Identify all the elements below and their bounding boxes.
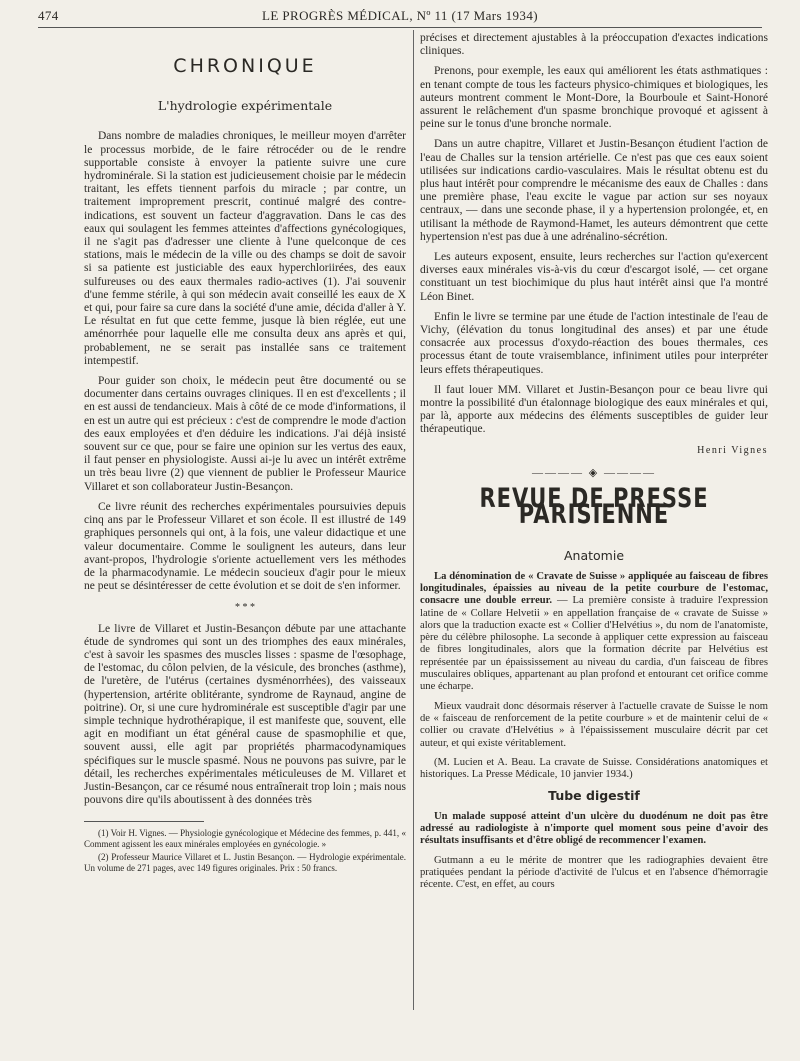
paragraph: Mieux vaudrait donc désormais réserver à l'actuelle cravate de Suisse le nom de « faisceau de renforcement de la petite courbure » et de maintenir celui de « collier ou cravate d'Helvétius » à l'épaississement musculaire décrit par cet auteur, et qui existe véritablement. [420, 700, 768, 749]
page-number: 474 [38, 8, 59, 23]
paragraph: Prenons, pour exemple, les eaux qui améliorent les états asthmatiques : en tenant compte de tous les facteurs physico-chimiques et biologiques, les auteurs montrent comment le Mont-Dore, la Bourboule et Saint-Honoré assurent le relâchement d'un spasme bronchique provoqué et agissent à peine sur le tonus d'une bronche normale. [420, 65, 768, 131]
lead-sentence: Un malade supposé atteint d'un ulcère du duodénum ne doit pas être adressé au radiologiste à n'importe quel moment sous peine d'avoir des résultats insuffisants et d'être obligé de recommencer l'examen. [420, 810, 768, 847]
left-column [84, 32, 406, 876]
paragraph: Gutmann a eu le mérite de montrer que les radiographies devaient être pratiquées pendant la période d'activité de l'ulcus et en l'absence d'hémorragie récente. C'est, en effet, au cours [420, 854, 768, 891]
paragraph: Les auteurs exposent, ensuite, leurs recherches sur l'action qu'exercent diverses eaux minérales vis-à-vis du cœur d'escargot isolé, — cet organe constituant un test biochimique du plus haut intérêt ainsi que l'a montré Léon Binet. [420, 251, 768, 303]
footnote: (2) Professeur Maurice Villaret et L. Justin Besançon. — Hydrologie expérimentale. Un volume de 271 pages, avec 149 figures originales. Prix : 50 francs. [84, 852, 406, 873]
paragraph [420, 571, 768, 694]
asterism: * * * [235, 602, 255, 614]
paragraph: Il faut louer MM. Villaret et Justin-Besançon pour ce beau livre qui montre la possibilité d'un étalonnage biologique des eaux minérales et qui, par là, apporte aux médecins des éléments susceptibles de guider leur thérapeutique. [420, 383, 768, 436]
footnote-rule [84, 821, 204, 822]
header-rule [38, 27, 762, 28]
running-header [38, 6, 762, 26]
paragraph: Pour guider son choix, le médecin peut être documenté ou se documenter dans certains ouvrages cliniques. Il en est d'excellents ; il en est aussi de tendancieux. Mais à côté de ce mode d'informations, il en est un autre qui est précieux : c'est de comprendre le mode d'action des eaux employées et d'en déduire les indications. J'ai déjà insisté souvent sur ce que, pour se faire une opinion sur les vertus des eaux, il faut penser en physiologiste. Aussi ai-je lu avec un intérêt extrême un très beau livre (2) que viennent de publier le Professeur Maurice Villaret et son collaborateur Justin-Besançon. [84, 375, 406, 493]
section-title-revue: REVUE DE PRESSE PARISIENNE [479, 483, 709, 530]
footnote: (1) Voir H. Vignes. — Physiologie gynécologique et Médecine des femmes, p. 441, « Comment agissent les eaux minérales employées en gynécologie. » [84, 828, 406, 849]
article-title: L'hydrologie expérimentale [157, 98, 333, 114]
paragraph [420, 811, 768, 848]
paragraph: précises et directement ajustables à la préoccupation d'exactes indications cliniques. [420, 32, 768, 58]
paragraph: Dans nombre de maladies chroniques, le meilleur moyen d'arrêter le processus morbide, de le faire rétrocéder ou de le rendre supportable consiste à envoyer la patiente suivre une cure hydrominérale. Si la station est judicieusement choisie par le médecin traitant, les effets tiennent parfois du miracle ; par contre, un traitement improprement prescrit, continué malgré des contre-indications, est souvent un facteur d'aggravation. Dans le cas des eaux qui soulagent les femmes atteintes d'affections gynécologiques, il ne s'agit pas d'adresser une cliente à l'une quelconque de ces stations, mais le médecin de la ville ou des champs se doit de savoir si sa patiente est justiciable des eaux hyperchloriirées, des eaux sulfureuses ou des eaux thermales radio-actives (1). J'ai souvenir d'une femme stérile, à qui son médecin avait conseillé les eaux de X et qui, pour faire sa cure dans la société d'une amie, décida d'aller à Y. Le résultat en fut que cette femme, jusque là bien réglée, eut une aménorrhée pour laquelle elle me consulta deux ans après et qui, probablement, ne se serait pas installée sans ce traitement intempestif. [84, 130, 406, 367]
paragraph: Dans un autre chapitre, Villaret et Justin-Besançon étudient l'action de l'eau de Challes sur la tension artérielle. Ce n'est pas que ces eaux soient utilisées sur indications cardio-vasculaires. Mais le résultat obtenu est du plus haut intérêt pour comprendre le mécanisme des eaux de Challes : dans une première phase, l'eau excite le vague par action sur ses noyaux centraux, — dans une seconde phase, il y a hypertension prolongée, et, en utilisant la méthode de Raymond-Hamet, les auteurs démontrent que cette hypertension n'est pas due à une adrénalino-sécrétion. [420, 138, 768, 243]
section-title-chronique: CHRONIQUE [173, 55, 317, 77]
lead-sentence: La dénomination de « Cravate de Suisse » appliquée au faisceau de fibres longitudinales, épaissies au niveau de la petite courbure de l'estomac, consacre une double erreur. [420, 570, 768, 607]
paragraph: Le livre de Villaret et Justin-Besançon débute par une attachante étude de syndromes qui sont un des triomphes des eaux minérales, c'est à savoir les spasmes des muscles lisses : spasme de l'œsophage, de l'estomac, du côlon pelvien, de la vésicule, des bronches (asthme), de l'uretère, de l'utérus (certaines dysménorrhées), des vaisseaux (hypertension, artérite oblitérante, syndrome de Raynaud, angine de poitrine). Or, si une cure hydrominérale est susceptible d'agir par une simple technique hydrothérapique, il est manifeste que, souvent, elle agit en modifiant un état général cause de spasmophilie et que, souvent aussi, elle agit par propriétés pharmacodynamiques spécifiques sur le muscle spasmé. Nous ne pouvons pas suivre, par le détail, les recherches expérimentales méticuleuses de M. Villaret et Justin-Besançon, car ce résumé nous entraînerait trop loin ; mais nous pouvons dire qu'ils aboutissent à des données très [84, 622, 406, 807]
ornament-divider: ———— ◈ ———— [532, 466, 656, 479]
running-title: LE PROGRÈS MÉDICAL, Nº 11 (17 Mars 1934) [262, 8, 538, 23]
subsection-tube-digestif: Tube digestif [548, 788, 640, 804]
column-divider [413, 30, 414, 1010]
paragraph-text: — La première consiste à traduire l'expression latine de « Collare Helvetii » en appellation française de « cravate de Suisse » alors que la traduction exacte est « Collier d'Helvétius », du nom de l'anatomiste, père du célèbre philosophe. La seconde à appliquer cette expression au faisceau de fibres longitudinales, alors que la formation décrite par Helvétius est représentée par un épaississement au niveau du cardia, d'un faisceau de fibres musculaires obliques, appartenant au plan profond et entourant cet orifice comme une écharpe. [420, 595, 768, 693]
paragraph: Enfin le livre se termine par une étude de l'action intestinale de l'eau de Vichy, (élévation du tonus longitudinal des anses) et par une étude consacrée aux processus d'oxydo-réaction des boues thermales, ces processus étant de toute vraisemblance, infiniment utiles pour interpréter leurs effets thérapeutiques. [420, 310, 768, 376]
paragraph: Ce livre réunit des recherches expérimentales poursuivies depuis cinq ans par le Professeur Villaret et son école. Il est illustré de 149 graphiques personnels qui ont, à la fois, une valeur didactique et une valeur documentaire. Comme le soulignent les auteurs, dans leur avant-propos, l'hydrologie s'oriente actuellement vers les méthodes de la pharmacodynamie. Le médecin soucieux d'agir pour le mieux ne peut se désintéresser de cette évolution et se doit de s'en informer. [84, 500, 406, 593]
reference: (M. Lucien et A. Beau. La cravate de Suisse. Considérations anatomiques et historiques. La Presse Médicale, 10 janvier 1934.) [420, 756, 768, 781]
subsection-anatomie: Anatomie [563, 547, 625, 563]
right-column [420, 32, 768, 898]
author-signature: Henri Vignes [697, 444, 768, 456]
